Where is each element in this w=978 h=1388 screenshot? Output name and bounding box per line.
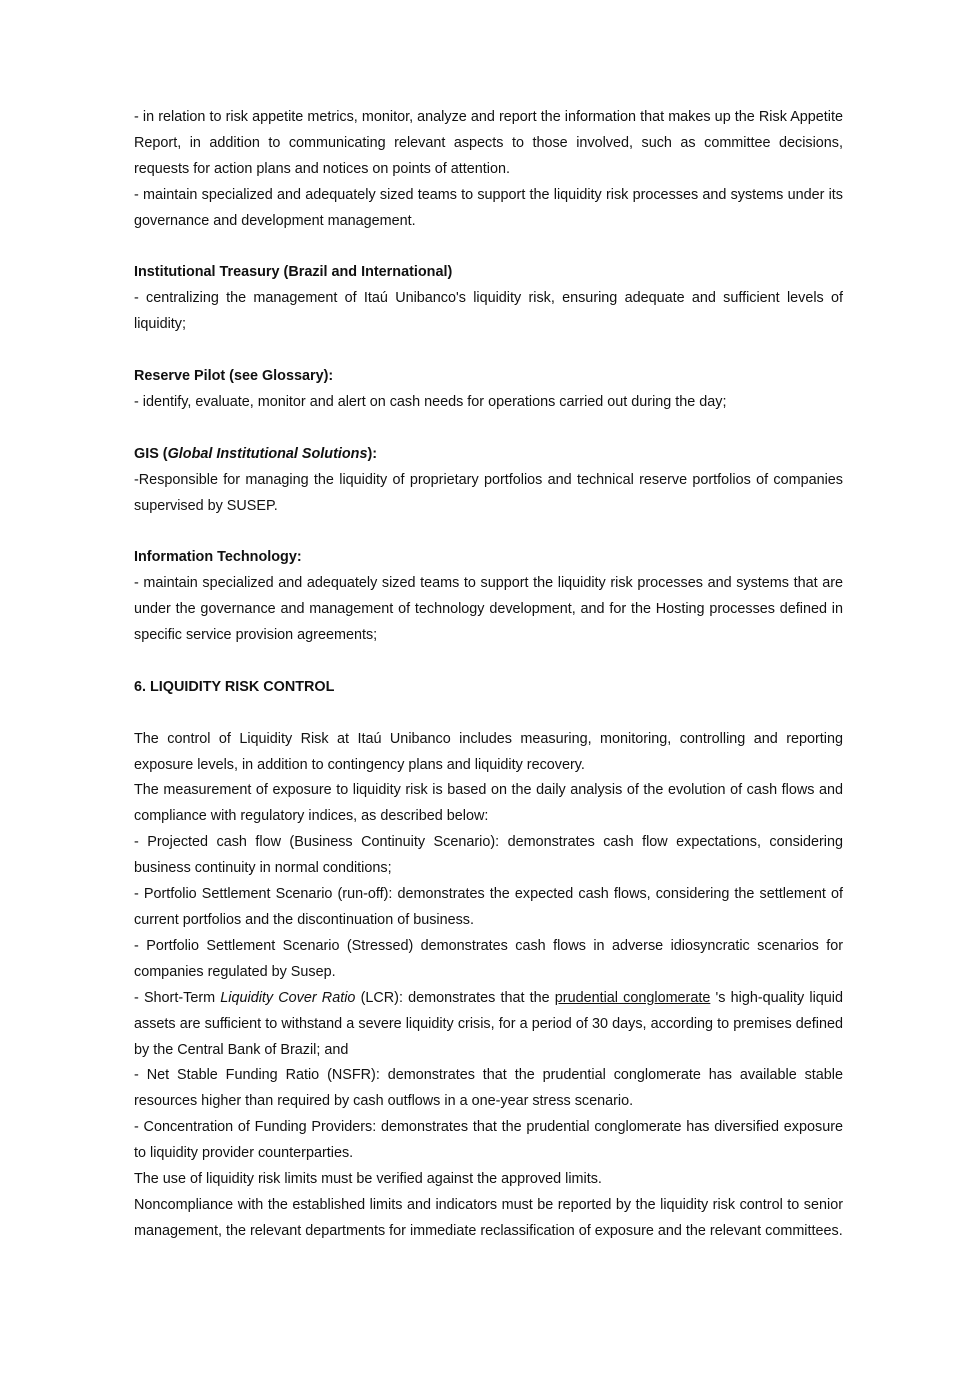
- spacer: [134, 701, 843, 727]
- funding-concentration-item: - Concentration of Funding Providers: demonstrates that the prudential conglomerate has diversified exposure to liquidity provider counterparties.: [134, 1119, 843, 1162]
- spacer: [134, 649, 843, 675]
- gis-heading-suffix: ):: [367, 445, 378, 462]
- prudential-conglomerate-link[interactable]: prudential conglomerate: [554, 989, 711, 1006]
- section-6-heading: 6. LIQUIDITY RISK CONTROL: [134, 678, 335, 695]
- noncompliance-paragraph: Noncompliance with the established limits and indicators must be reported by the liquidity risk control to senior management, the relevant departments for immediate reclassification of exposure and the relevant committees.: [134, 1196, 843, 1239]
- reserve-pilot-paragraph: - identify, evaluate, monitor and alert on cash needs for operations carried out during the day;: [134, 393, 727, 410]
- spacer: [134, 519, 843, 545]
- specialized-teams-paragraph: - maintain specialized and adequately sized teams to support the liquidity risk processes and systems under its governance and development management.: [134, 186, 843, 229]
- gis-paragraph: -Responsible for managing the liquidity of proprietary portfolios and technical reserve portfolios of companies supervised by SUSEP.: [134, 471, 843, 514]
- lcr-italic: Liquidity Cover Ratio: [220, 989, 356, 1006]
- spacer: [134, 416, 843, 442]
- gis-heading-italic: Global Institutional Solutions: [167, 445, 368, 462]
- lcr-item: [134, 986, 843, 1064]
- spacer: [134, 338, 843, 364]
- stressed-scenario-item: - Portfolio Settlement Scenario (Stressed) demonstrates cash flows in adverse idiosyncratic scenarios for companies regulated by Susep.: [134, 937, 843, 980]
- treasury-heading: Institutional Treasury (Brazil and International): [134, 264, 453, 281]
- it-heading: Information Technology:: [134, 549, 302, 566]
- document-page: [134, 105, 843, 1245]
- control-overview-paragraph: The control of Liquidity Risk at Itaú Unibanco includes measuring, monitoring, controlling and reporting exposure levels, in addition to contingency plans and liquidity recovery.: [134, 730, 843, 773]
- limits-verification-paragraph: The use of liquidity risk limits must be verified against the approved limits.: [134, 1171, 602, 1188]
- risk-appetite-paragraph: - in relation to risk appetite metrics, monitor, analyze and report the information that makes up the Risk Appetite Report, in addition to communicating relevant aspects to those involved, such as committee decisions, requests for action plans and notices on points of attention.: [134, 109, 843, 177]
- it-paragraph: - maintain specialized and adequately sized teams to support the liquidity risk processes and systems that are under the governance and management of technology development, and for the Hosting processes defined in specific service provision agreements;: [134, 575, 843, 644]
- spacer: [134, 235, 843, 261]
- reserve-pilot-heading: Reserve Pilot (see Glossary):: [134, 368, 334, 385]
- lcr-text-c: 's high-quality liquid assets are sufficient to withstand a severe liquidity crisis, for a period of 30 days, according to premises defined by the Central Bank of Brazil; and: [134, 989, 843, 1058]
- measurement-paragraph: The measurement of exposure to liquidity risk is based on the daily analysis of the evolution of cash flows and compliance with regulatory indices, as described below:: [134, 782, 843, 825]
- run-off-scenario-item: - Portfolio Settlement Scenario (run-off): demonstrates the expected cash flows, considering the settlement of current portfolios and the discontinuation of business.: [134, 886, 843, 928]
- treasury-paragraph: - centralizing the management of Itaú Unibanco's liquidity risk, ensuring adequate and sufficient levels of liquidity;: [134, 290, 843, 333]
- nsfr-item: - Net Stable Funding Ratio (NSFR): demonstrates that the prudential conglomerate has available stable resources higher than required by cash outflows in a one-year stress scenario.: [134, 1067, 843, 1110]
- projected-cash-flow-item: - Projected cash flow (Business Continuity Scenario): demonstrates cash flow expectations, considering business continuity in normal conditions;: [134, 834, 843, 877]
- lcr-text-a: - Short-Term: [134, 989, 221, 1006]
- lcr-text-b: (LCR): demonstrates that the: [355, 989, 555, 1006]
- gis-heading-prefix: GIS (: [134, 445, 168, 462]
- gis-heading: [134, 442, 843, 468]
